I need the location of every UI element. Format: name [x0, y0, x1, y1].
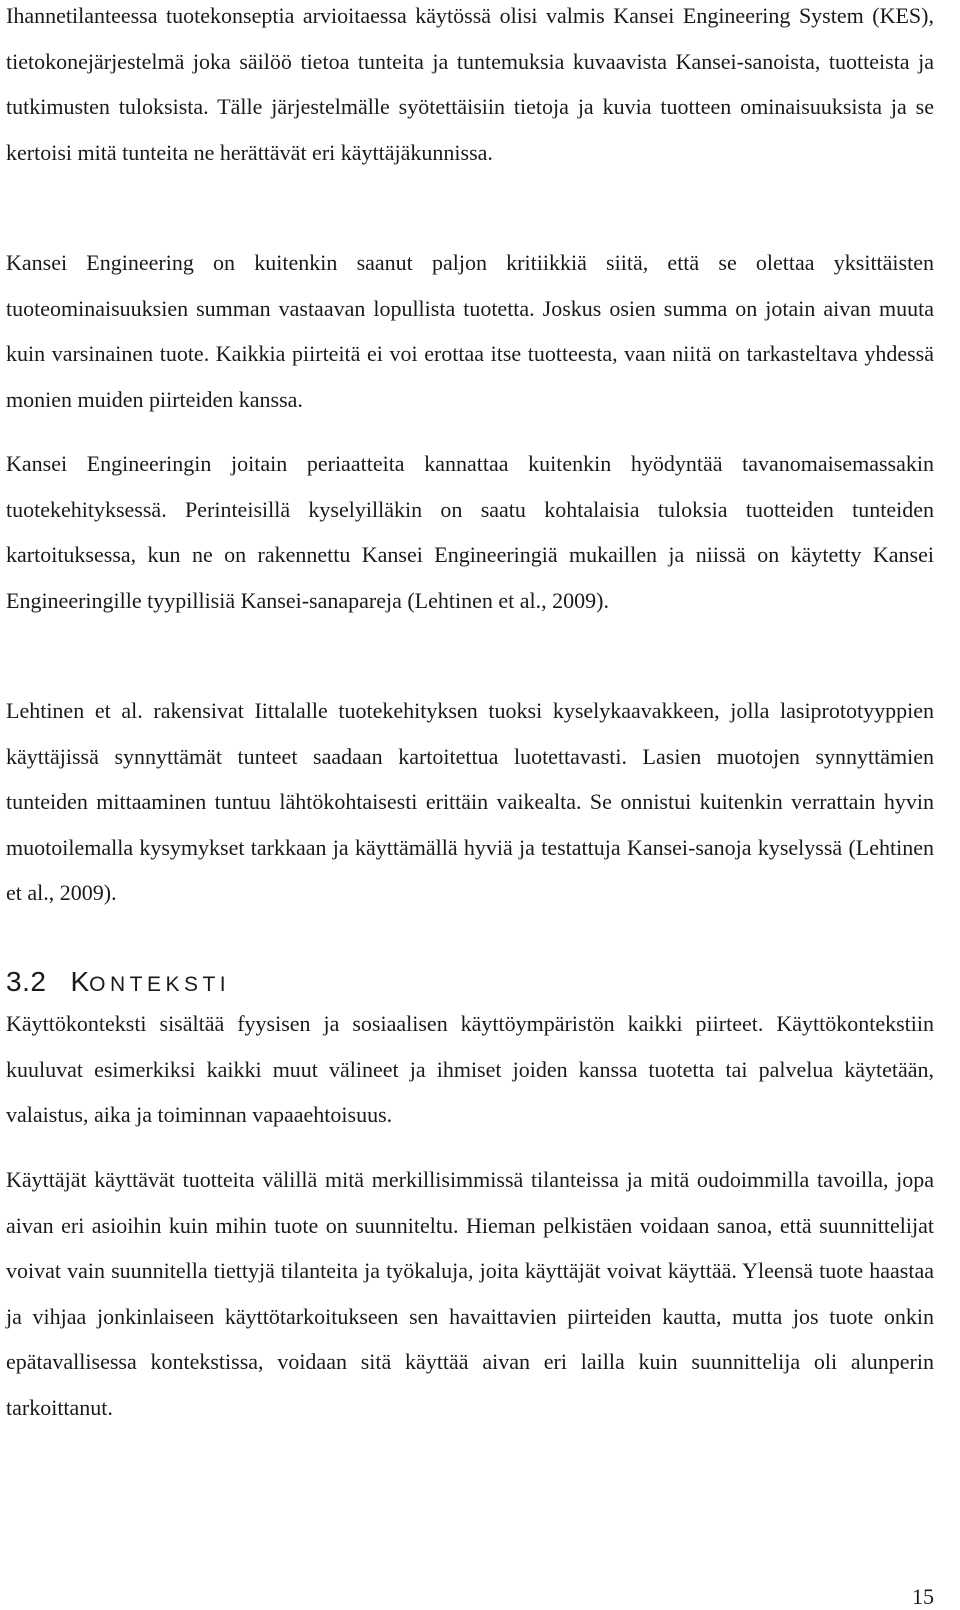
paragraph-lehtinen: Lehtinen et al. rakensivat Iittalalle tuotekehityksen tuoksi kyselykaavakkeen, jolla lasiprototyyppien käyttäjissä synnyttämät tunteet saadaan kartoitettua luotettavasti. Lasien muotojen synnyttämien tunteiden mittaaminen tuntuu lähtökohtaisesti erittäin vaikealta. Se onnistui kuitenkin verrattain hyvin muotoilemalla kysymykset tarkkaan ja käyttämällä hyviä ja testattuja Kansei-sanoja kyselyssä (Lehtinen et al., 2009). [6, 698, 934, 905]
paragraph-principles: Kansei Engineeringin joitain periaatteita kannattaa kuitenkin hyödyntää tavanomaisemassakin tuotekehityksessä. Perinteisillä kyselyilläkin on saatu kohtalaisia tuloksia tuotteiden tunteiden kartoituksessa, kun ne on rakennettu Kansei Engineeringiä mukaillen ja niissä on käytetty Kansei Engineeringille tyypillisiä Kansei-sanapareja (Lehtinen et al., 2009). [6, 451, 934, 613]
page-number: 15 [912, 1584, 934, 1609]
paragraph-criticism: Kansei Engineering on kuitenkin saanut paljon kritiikkiä siitä, että se olettaa yksittäisten tuoteominaisuuksien summan vastaavan lopullista tuotetta. Joskus osien summa on jotain aivan muuta kuin varsinainen tuote. Kaikkia piirteitä ei voi erottaa itse tuotteesta, vaan niitä on tarkasteltava yhdessä monien muiden piirteiden kanssa. [6, 250, 934, 412]
section-title-rest: ONTEKSTI [89, 973, 231, 996]
paragraph-kes: Ihannetilanteessa tuotekonseptia arvioitaessa käytössä olisi valmis Kansei Engineering System (KES), tietokonejärjestelmä joka säilöö tietoa tunteita ja tuntemuksia kuvaavista Kansei-sanoista, tuotteista ja tutkimusten tuloksista. Tälle järjestelmälle syötettäisiin tietoja ja kuvia tuotteen ominaisuuksista ja se kertoisi mitä tunteita ne herättävät eri käyttäjäkunnissa. [6, 3, 934, 165]
paragraph-context: Käyttökonteksti sisältää fyysisen ja sosiaalisen käyttöympäristön kaikki piirteet. Käyttökontekstiin kuuluvat esimerkiksi kaikki muut välineet ja ihmiset joiden kanssa tuotetta tai palvelua käytetään, valaistus, aika ja toiminnan vapaaehtoisuus. [6, 1011, 934, 1127]
section-heading [6, 968, 230, 996]
section-title-initial: K [70, 966, 90, 997]
section-number: 3.2 [6, 966, 47, 997]
paragraph-users: Käyttäjät käyttävät tuotteita välillä mitä merkillisimmissä tilanteissa ja mitä oudoimmilla tavoilla, jopa aivan eri asioihin kuin mihin tuote on suunniteltu. Hieman pelkistäen voidaan sanoa, että suunnittelijat voivat vain suunnitella tiettyjä tilanteita ja työkaluja, joita käyttäjät voivat käyttää. Yleensä tuote haastaa ja vihjaa jonkinlaiseen käyttötarkoitukseen sen havaittavien piirteiden kautta, mutta jos tuote onkin epätavallisessa kontekstissa, voidaan sitä käyttää aivan eri lailla kuin suunnittelija oli alunperin tarkoittanut. [6, 1167, 934, 1420]
